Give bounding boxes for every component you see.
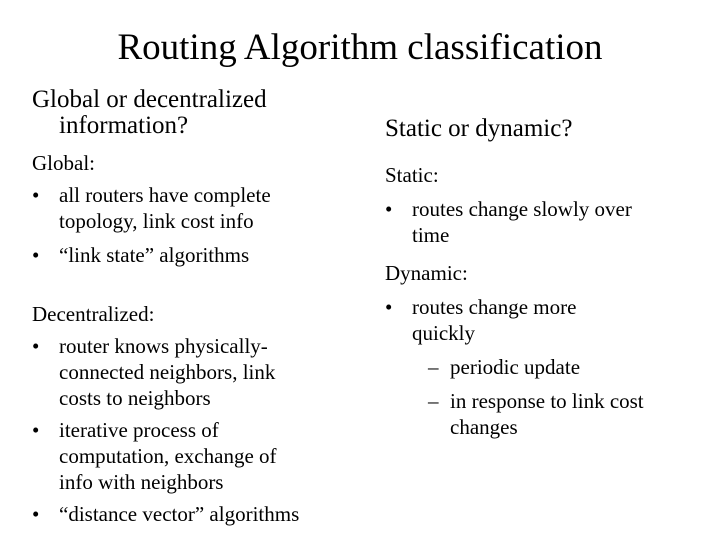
slide-title: Routing Algorithm classification <box>117 27 603 68</box>
decentralized-bullet-2 <box>32 417 362 495</box>
bullet-text-line: iterative process of <box>59 418 219 442</box>
bullet-text-line: connected neighbors, link <box>59 360 276 384</box>
bullet-text-line: time <box>412 223 450 247</box>
bullet-marker: • <box>32 334 40 358</box>
left-heading-line-2: information? <box>59 112 189 139</box>
bullet-marker: • <box>32 418 40 442</box>
global-bullet-1 <box>32 182 362 234</box>
dynamic-bullet-1 <box>385 294 715 346</box>
right-column-heading: Static or dynamic? <box>385 115 573 142</box>
global-label: Global: <box>32 151 95 175</box>
global-bullet-2 <box>32 242 362 268</box>
dash-marker: – <box>428 389 439 413</box>
left-column-heading <box>32 87 352 139</box>
decentralized-label: Decentralized: <box>32 302 155 326</box>
bullet-marker: • <box>32 502 40 526</box>
bullet-marker: • <box>385 197 393 221</box>
sub-bullet-text-line: changes <box>450 415 518 439</box>
bullet-text-line: “distance vector” algorithms <box>59 502 300 526</box>
dynamic-sub-bullet-1 <box>385 354 715 380</box>
sub-bullet-text-line: in response to link cost <box>450 389 644 413</box>
static-dynamic-section <box>385 162 715 440</box>
bullet-marker: • <box>385 295 393 319</box>
dash-marker: – <box>428 355 439 379</box>
dynamic-sub-bullet-2 <box>385 388 715 440</box>
global-section <box>32 150 362 268</box>
bullet-text-line: topology, link cost info <box>59 209 254 233</box>
bullet-text-line: quickly <box>412 321 475 345</box>
bullet-marker: • <box>32 243 40 267</box>
dynamic-label: Dynamic: <box>385 261 468 285</box>
bullet-text-line: routes change slowly over <box>412 197 632 221</box>
static-label: Static: <box>385 163 439 187</box>
bullet-marker: • <box>32 183 40 207</box>
bullet-text-line: router knows physically- <box>59 334 268 358</box>
left-heading-line-1: Global or decentralized <box>32 86 267 113</box>
bullet-text-line: routes change more <box>412 295 577 319</box>
decentralized-bullet-1 <box>32 333 362 411</box>
bullet-text-line: info with neighbors <box>59 470 224 494</box>
sub-bullet-text-line: periodic update <box>450 355 581 379</box>
bullet-text-line: computation, exchange of <box>59 444 277 468</box>
bullet-text-line: all routers have complete <box>59 183 271 207</box>
decentralized-bullet-3 <box>32 501 362 527</box>
decentralized-section <box>32 301 362 527</box>
bullet-text-line: costs to neighbors <box>59 386 211 410</box>
bullet-text-line: “link state” algorithms <box>59 243 250 267</box>
static-bullet-1 <box>385 196 715 248</box>
